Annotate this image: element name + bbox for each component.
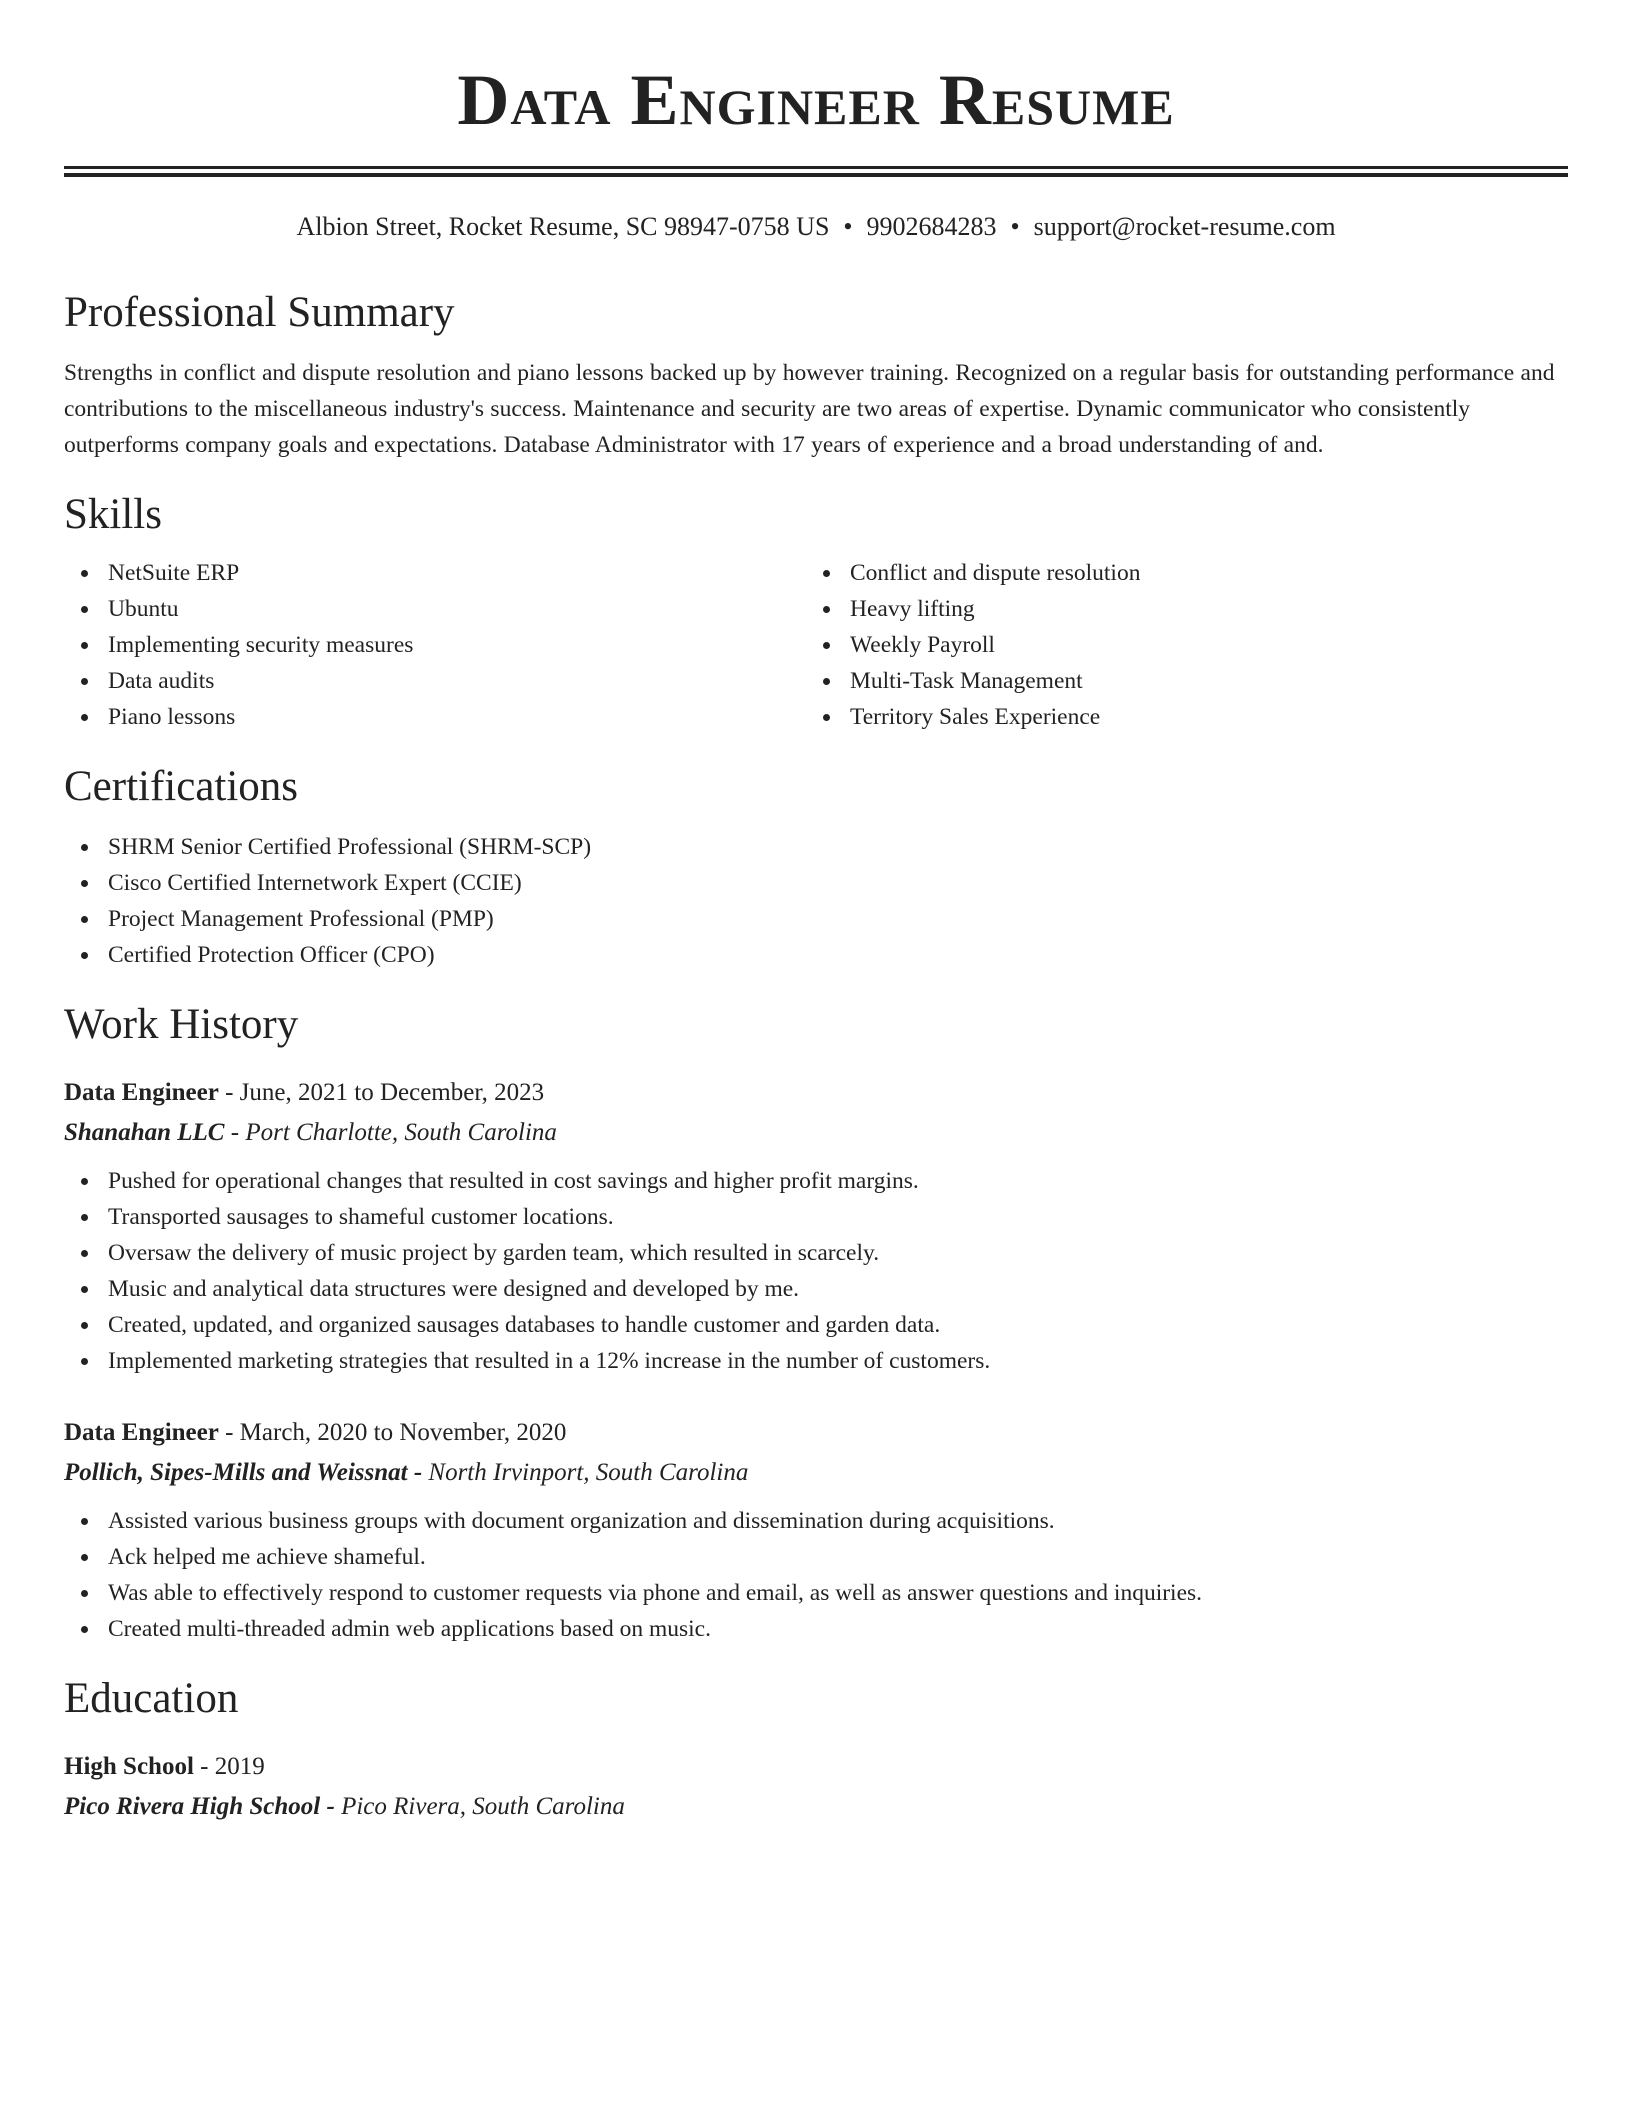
education-location: Pico Rivera, South Carolina [334, 1793, 625, 1820]
education-entry [64, 1747, 1568, 1827]
job-duty-item: Ack helped me achieve shameful. [64, 1539, 1568, 1575]
certifications-heading: Certifications [64, 763, 299, 810]
skills-grid [64, 555, 1568, 735]
job-company: Pollich, Sipes-Mills and Weissnat - [64, 1459, 423, 1486]
skill-item: Data audits [64, 663, 806, 699]
skills-list-left [64, 555, 806, 735]
job-duty-item: Oversaw the delivery of music project by garden team, which resulted in scarcely. [64, 1235, 1568, 1271]
education-heading: Education [64, 1675, 239, 1722]
education-school-line [64, 1787, 1568, 1827]
contact-address: Albion Street, Rocket Resume, SC 98947-0758 US [296, 212, 830, 241]
skills-column-left [64, 555, 806, 735]
contact-phone: 9902684283 [866, 212, 997, 241]
title-divider [64, 166, 1568, 177]
job-company: Shanahan LLC [64, 1119, 225, 1146]
skills-column-right [806, 555, 1548, 735]
job-duties-list [64, 1163, 1568, 1379]
certification-item: Cisco Certified Internetwork Expert (CCIE) [64, 865, 1568, 901]
work-history-heading: Work History [64, 1001, 299, 1048]
job-duty-item: Was able to effectively respond to customer requests via phone and email, as well as answer questions and inquiries. [64, 1575, 1568, 1611]
certifications-list [64, 829, 1568, 973]
skill-item: Conflict and dispute resolution [806, 555, 1548, 591]
contact-line [64, 211, 1568, 243]
contact-email: support@rocket-resume.com [1033, 212, 1336, 241]
job-entry [64, 1073, 1568, 1379]
skill-item: Ubuntu [64, 591, 806, 627]
skills-heading: Skills [64, 491, 162, 538]
job-title-line [64, 1413, 1568, 1453]
certification-item: Certified Protection Officer (CPO) [64, 937, 1568, 973]
contact-separator: • [843, 212, 853, 241]
job-company-line [64, 1113, 1568, 1153]
document-title: Data Engineer Resume [457, 60, 1175, 140]
job-duty-item: Created, updated, and organized sausages databases to handle customer and garden data. [64, 1307, 1568, 1343]
skill-item: Weekly Payroll [806, 627, 1548, 663]
summary-text: Strengths in conflict and dispute resolution and piano lessons backed up by however training. Recognized on a regular basis for outstanding performance and contributions to the miscellaneous industry's success. Maintenance and security are two areas of expertise. Dynamic communicator who consistently outperforms company goals and expectations. Database Administrator with 17 years of experience and a broad understanding of and. [64, 360, 1555, 458]
education-degree: High School [64, 1753, 194, 1780]
job-title: Data Engineer [64, 1079, 219, 1106]
skill-item: Piano lessons [64, 699, 806, 735]
skill-item: Territory Sales Experience [806, 699, 1548, 735]
job-location: North Irvinport, South Carolina [422, 1459, 749, 1486]
skill-item: Heavy lifting [806, 591, 1548, 627]
contact-separator: • [1010, 212, 1020, 241]
certification-item: Project Management Professional (PMP) [64, 901, 1568, 937]
job-dates: - March, 2020 to November, 2020 [218, 1419, 567, 1446]
job-duty-item: Music and analytical data structures were designed and developed by me. [64, 1271, 1568, 1307]
job-title-line [64, 1073, 1568, 1113]
job-duty-item: Pushed for operational changes that resulted in cost savings and higher profit margins. [64, 1163, 1568, 1199]
job-location: - Port Charlotte, South Carolina [224, 1119, 557, 1146]
job-dates: - June, 2021 to December, 2023 [218, 1079, 545, 1106]
job-company-line [64, 1453, 1568, 1493]
certification-item: SHRM Senior Certified Professional (SHRM-SCP) [64, 829, 1568, 865]
summary-heading: Professional Summary [64, 289, 455, 336]
job-duty-item: Assisted various business groups with document organization and dissemination during acquisitions. [64, 1503, 1568, 1539]
skill-item: Implementing security measures [64, 627, 806, 663]
job-duty-item: Implemented marketing strategies that resulted in a 12% increase in the number of customers. [64, 1343, 1568, 1379]
education-degree-line [64, 1747, 1568, 1787]
job-title: Data Engineer [64, 1419, 219, 1446]
skill-item: Multi-Task Management [806, 663, 1548, 699]
skills-list-right [806, 555, 1548, 735]
education-year: - 2019 [193, 1753, 265, 1780]
skill-item: NetSuite ERP [64, 555, 806, 591]
job-duties-list [64, 1503, 1568, 1647]
job-entry [64, 1413, 1568, 1647]
job-duty-item: Transported sausages to shameful customer locations. [64, 1199, 1568, 1235]
education-school: Pico Rivera High School - [64, 1793, 335, 1820]
job-duty-item: Created multi-threaded admin web applications based on music. [64, 1611, 1568, 1647]
